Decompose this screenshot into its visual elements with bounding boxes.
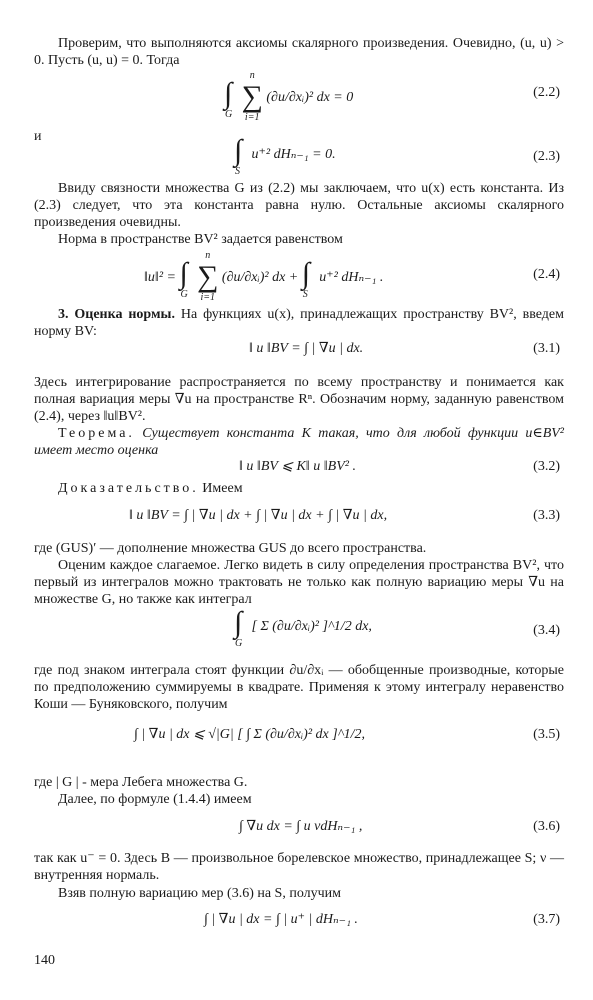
paragraph-8: где под знаком интеграла стоят функции ∂u/∂xᵢ — обобщенные производные, которые по предположению суммируемы в квадрате. Применяя к этому интегралу неравенство Коши — Буняковского, получим [34,663,564,712]
section-heading: 3. Оценка нормы. [58,307,175,322]
paragraph-9: где | G | - мера Лебега множества G. [34,775,248,790]
equation-number-3-5: (3.5) [533,727,560,742]
paragraph-7: Оценим каждое слагаемое. Легко видеть в силу определения пространства BV², что первый из интегралов можно трактовать не только как полную вариацию меры ∇u на множестве G, но также как интеграл [34,558,564,607]
equation-2-2: ∫ G n ∑ i=1 (∂u/∂xᵢ)² dx = 0 (2.2) [224,70,560,123]
equation-number-3-7: (3.7) [533,912,560,927]
equation-3-4: ∫ G [ Σ (∂u/∂xᵢ)² ]^1/2 dx, (3.4) [234,606,560,649]
equation-number-3-3: (3.3) [533,508,560,523]
paragraph-3: Норма в пространстве BV² задается равенством [58,232,343,247]
equation-number-3-4: (3.4) [533,623,560,638]
paragraph-2: Ввиду связности множества G из (2.2) мы заключаем, что u(x) есть константа. Из (2.3) следует, что эта константа равна нулю. Остальные аксиомы скалярного произведения очевидны. [34,181,564,230]
equation-3-4-body: [ Σ (∂u/∂xᵢ)² ]^1/2 dx, [251,618,372,634]
paragraph-4: 3. Оценка нормы. На функциях u(x), принадлежащих пространству BV², введем норму BV: [34,307,564,339]
paragraph-1: Проверим, что выполняются аксиомы скалярного произведения. Очевидно, (u, u) > 0. Пусть (u, u) = 0. Тогда [34,36,564,68]
equation-3-6-body: ∫ ∇u dx = ∫ u νdHₙ₋₁ , [239,819,363,834]
equation-number-3-1: (3.1) [533,341,560,356]
paragraph-10: Далее, по формуле (1.4.4) имеем [58,792,252,807]
equation-2-4-body: (∂u/∂xᵢ)² dx + [221,269,299,285]
paragraph-6: где (GUS)′ — дополнение множества GUS до всего пространства. [34,541,427,556]
equation-2-3-body: u⁺² dHₙ₋₁ = 0. [251,146,336,162]
proof-label: Доказательство. [58,481,199,496]
equation-2-2-body: (∂u/∂xᵢ)² dx = 0 [266,89,354,105]
equation-3-1-body: ‖ u ‖BV = ∫ | ∇u | dx. [249,341,364,356]
paragraph-5: Здесь интегрирование распространяется по всему пространству и понимается как полная вариация меры ∇u на пространстве Rⁿ. Обозначим норму, заданную равенством (2.4), через ‖u‖BV². [34,375,564,424]
equation-number-3-6: (3.6) [533,819,560,834]
equation-3-7 [34,905,564,955]
equation-number-2-4: (2.4) [533,267,560,282]
equation-3-5-body: ∫ | ∇u | dx ⩽ √|G| [ ∫ Σ (∂u/∂xᵢ)² dx ]^1/2, [134,727,365,742]
theorem-label: Теорема. [58,426,135,441]
conjunction-and: и [34,129,42,144]
equation-number-2-3: (2.3) [533,149,560,164]
equation-2-3: ∫ S u⁺² dHₙ₋₁ = 0. (2.3) [234,134,560,177]
equation-3-3-body: ‖ u ‖BV = ∫ | ∇u | dx + ∫ | ∇u | dx + ∫ | ∇u | dx, [129,508,388,523]
equation-3-2-body: ‖ u ‖BV ⩽ K‖ u ‖BV² . [239,459,356,474]
theorem-statement: Существует константа K такая, что для любой функции u∈BV² имеет место оценка [34,426,564,458]
proof-intro: Доказательство. Имеем [58,481,243,496]
page-number: 140 [34,953,55,968]
equation-3-7-body: ∫ | ∇u | dx = ∫ | u⁺ | dHₙ₋₁ . [204,912,358,927]
paragraph-12: Взяв полную вариацию мер (3.6) на S, получим [58,886,342,901]
equation-number-2-2: (2.2) [533,85,560,100]
equation-number-3-2: (3.2) [533,459,560,474]
theorem [34,425,564,459]
sum-symbol: n ∑ i=1 [241,70,263,123]
paragraph-11: так как u⁻ = 0. Здесь B — произвольное борелевское множество, принадлежащее S; ν — внутренняя нормаль. [34,851,564,883]
equation-3-5 [34,718,564,768]
equation-2-4: ‖u‖² = ∫ G n ∑ i=1 (∂u/∂xᵢ)² dx + ∫ S u⁺² dHₙ₋₁ . (2.4) [144,250,560,303]
